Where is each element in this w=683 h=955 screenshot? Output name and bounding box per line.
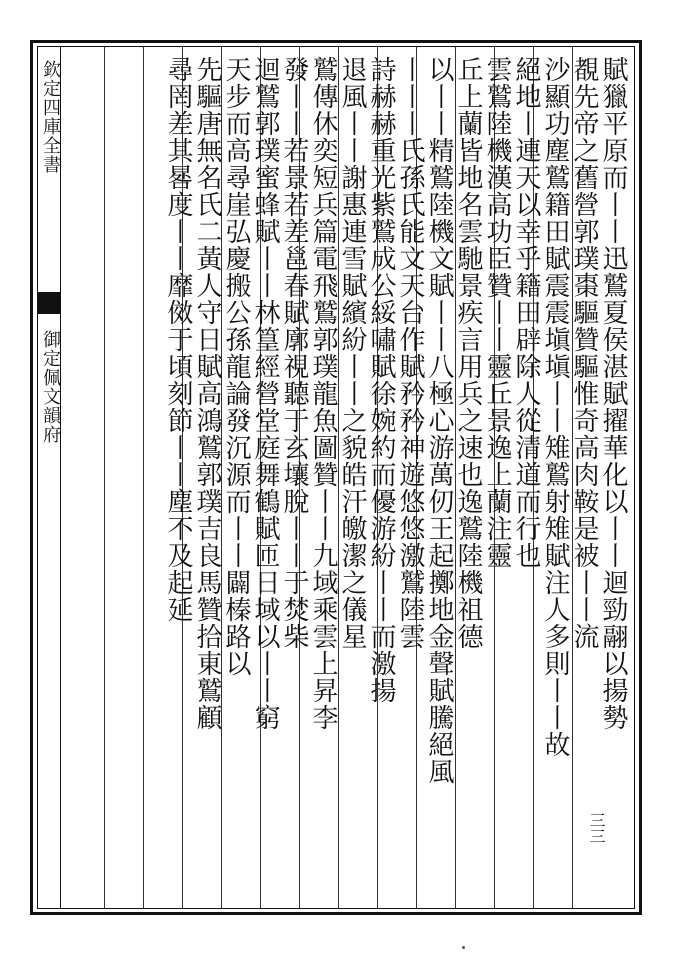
- text-column-2: 覩先帝之舊營郭璞棗驅贊驅惟奇高肉鞍是被丨丨流: [569, 56, 599, 650]
- text-column-3: 沙顯功塵鷲籍田賦震震塡塡丨丨雉鷲射雉賦注人多則丨丨故: [540, 56, 570, 758]
- page-number: 三三: [587, 812, 606, 844]
- text-column-5: 雲鷲陸機漢高功臣贊丨丨靈丘景逸上蘭注靈: [482, 56, 512, 569]
- column-rule: [143, 46, 144, 909]
- fishtail-mark: [38, 292, 60, 314]
- column-rule: [104, 46, 105, 909]
- text-column-14: 天步而高尋崖弘慶搬公孫龍論發沉源而丨丨闢榛路以: [221, 56, 251, 677]
- book-title: 欽定四庫全書: [40, 60, 61, 174]
- text-column-15: 先驅唐無名氏二黃人守日賦高鴻鷲郭璞吉良馬贊拾東鷲顧: [192, 56, 222, 731]
- text-column-13: 迴鷲郭璞蜜蜂賦丨丨林篁經營堂庭舞鶴賦匝日域以丨丨窮: [250, 56, 280, 731]
- margin-band: [37, 46, 61, 909]
- text-column-9: 詩赫赫重光紫鷲成公綏嘯賦徐婉約而優游紛丨丨而激揚: [366, 56, 396, 704]
- text-column-7: 以丨丨精鷲陸機文賦丨丨八極心游萬仞王起擲地金聲賦騰絕風: [424, 56, 454, 785]
- section-title: 御定佩文韻府: [40, 330, 61, 444]
- speck: [462, 946, 465, 949]
- text-column-10: 退風丨丨謝惠連雪賦繽紛丨丨之貌皓汗皦潔之儀星: [337, 56, 367, 650]
- text-column-12: 發丨丨若景若差邕春賦廓視聽于玄壤脫丨丨于焚柴: [279, 56, 309, 650]
- text-column-8: 丨丨丨氏孫氏能文天台作賦矜矜神遊悠悠激鷲陸雲: [395, 56, 425, 650]
- text-column-1: 賦獵平原而丨丨迅鷲夏侯湛賦擢華化以丨丨迴勁翮以揚勢: [598, 56, 628, 731]
- text-column-11: 鷲傳休奕短兵篇電飛鷲郭璞龍魚圖贊丨丨九域乘雲上昇李: [308, 56, 338, 731]
- text-column-16: 尋罔差其晷度丨丨靡傚于頃刻節丨丨塵不及起延: [163, 56, 193, 623]
- text-column-6: 丘上蘭皆地名雲馳景疾言用兵之速也逸鷲陸機祖德: [453, 56, 483, 650]
- text-column-4: 絕地丨連天以幸乎籍田辟除人從清道而行也: [511, 56, 541, 569]
